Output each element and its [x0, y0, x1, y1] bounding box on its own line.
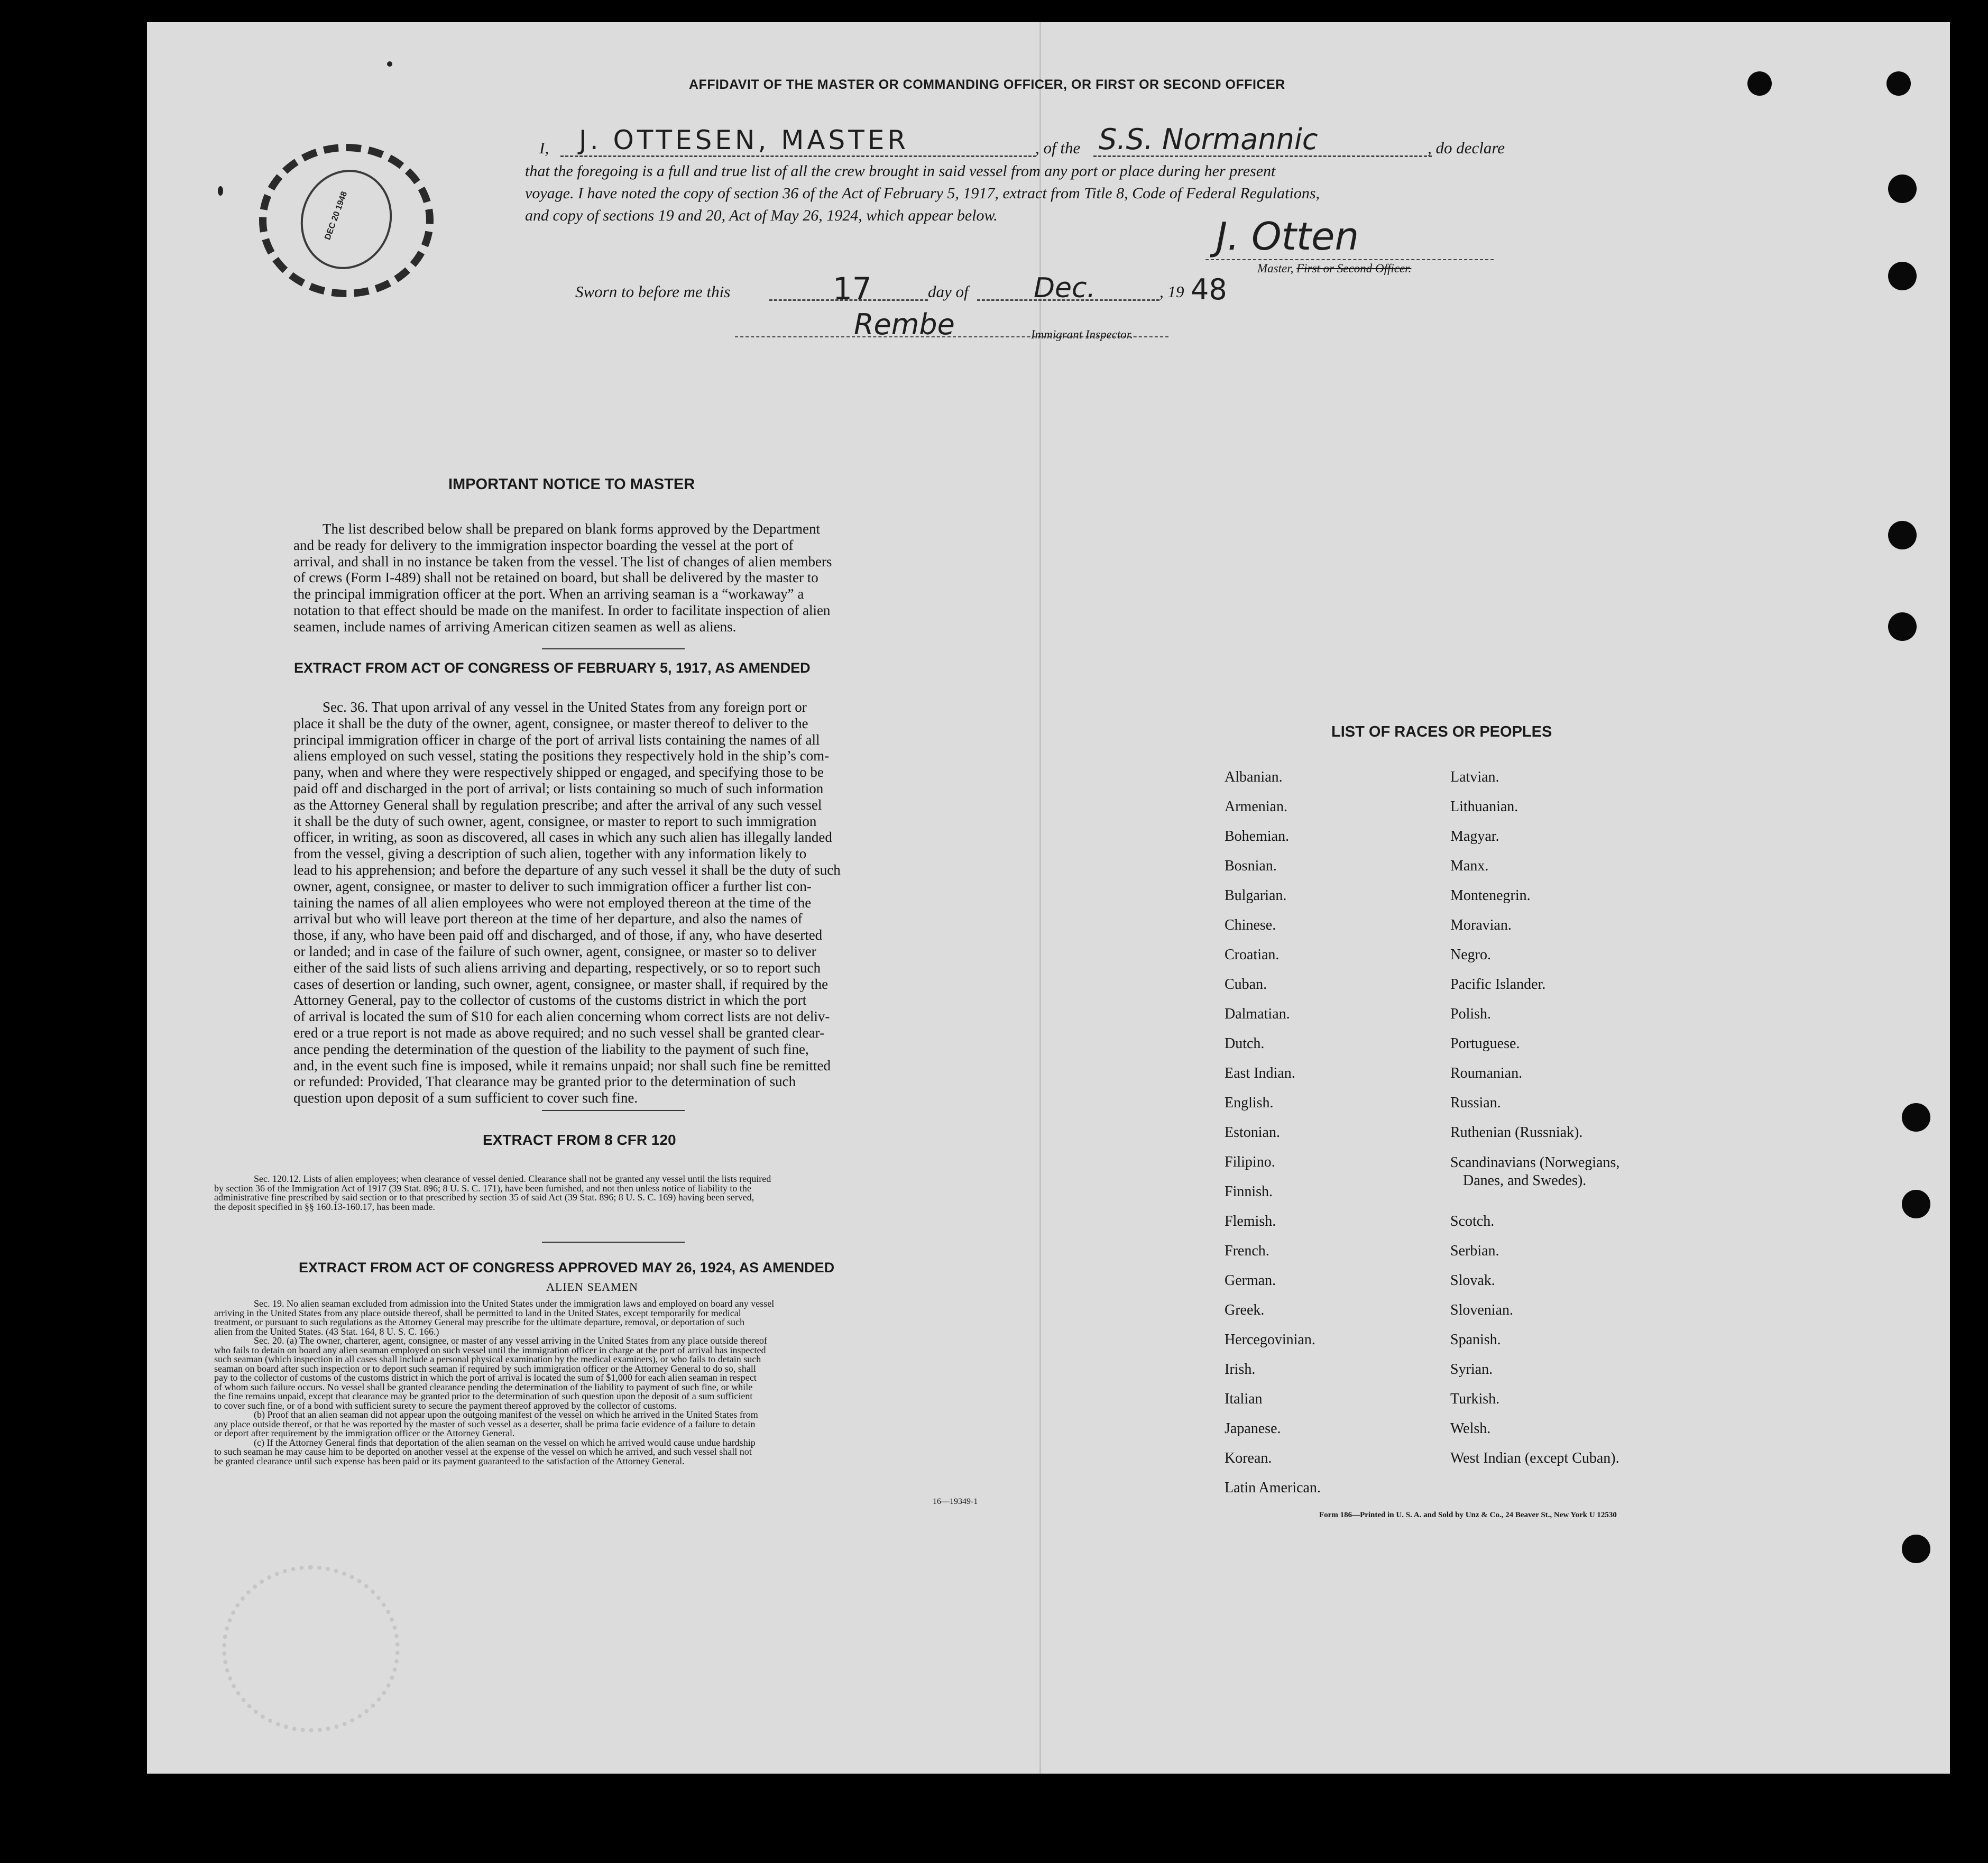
binder-hole: [1902, 1103, 1930, 1132]
extract-1917-line: question upon deposit of a sum sufficient to cover such fine.: [293, 1090, 638, 1106]
affidavit-i-label: I,: [539, 139, 549, 157]
binder-hole: [1747, 71, 1772, 96]
master-caption-lead: Master,: [1257, 262, 1294, 275]
extract-1924-line: or deport after requirement by the immigration officer or the Attorney General.: [214, 1428, 515, 1438]
race-item: Scotch.: [1450, 1213, 1495, 1229]
race-item: Turkish.: [1450, 1391, 1500, 1407]
faint-stamp-impression: [222, 1565, 400, 1732]
extract-1924-line: to cover such fine, or of a bond with sufficient surety to secure the payment thereof approved by the collector of customs.: [214, 1400, 677, 1411]
extract-1917-line: arrival but who will leave port thereon at the time of her departure, and also the names of: [293, 911, 803, 927]
day-of-label: day of: [928, 282, 969, 301]
sworn-prefix: Sworn to before me this: [575, 282, 731, 301]
extract-1924-line: such seaman (which inspection in all cases shall include a personal physical examination by the medical examiners), or who fails to detain such: [214, 1354, 761, 1364]
notice-line: seamen, include names of arriving American citizen seamen as well as aliens.: [293, 618, 737, 635]
race-item: German.: [1225, 1272, 1276, 1289]
extract-1924-line: Sec. 20. (a) The owner, charterer, agent, consignee, or master of any vessel arriving in the United States from any place outside thereof: [254, 1335, 767, 1346]
race-item: Danes, and Swedes).: [1463, 1172, 1587, 1189]
races-title: LIST OF RACES OR PEOPLES: [1331, 723, 1552, 740]
extract-1917-line: pany, when and where they were respectively shipped or engaged, and specifying those to be: [293, 764, 824, 781]
notice-line: the principal immigration officer at the port. When an arriving seaman is a “workaway” a: [293, 586, 804, 602]
master-signature: J. Otten: [1216, 214, 1359, 259]
race-item: Ruthenian (Russniak).: [1450, 1124, 1583, 1141]
race-item: Dutch.: [1225, 1035, 1265, 1052]
extract-cfr-body: [214, 1174, 981, 1212]
race-item: Welsh.: [1450, 1420, 1491, 1437]
extract-1924-line: arriving in the United States from any place outside thereof, shall be permitted to land in the United States, except temporarily for medical: [214, 1307, 741, 1318]
race-item: Latin American.: [1225, 1480, 1321, 1496]
extract-1917-body: [293, 699, 896, 1106]
extract-1924-line: treatment, or pursuant to such regulations as the Attorney General may prescribe for the ultimate departure, removal, or deportation of such: [214, 1317, 745, 1327]
races-left-column: [1225, 763, 1321, 1503]
sworn-day-handwriting: 17: [833, 271, 872, 307]
extract-1924-line: (b) Proof that an alien seaman did not appear upon the outgoing manifest of the vessel on which he arrived in the United States from: [254, 1409, 758, 1420]
extract-1917-line: paid off and discharged in the port of arrival; or lists containing so much of such information: [293, 780, 824, 796]
extract-1924-line: Sec. 19. No alien seaman excluded from admission into the United States under the immigration laws and employed on board any vessel: [254, 1298, 775, 1309]
extract-1924-line: be granted clearance until such expense has been paid or its payment guaranteed to the satisfaction of the Attorney General.: [214, 1455, 685, 1466]
extract-1917-line: or landed; and in case of the failure of such owner, agent, consignee, or master so to deliver: [293, 943, 816, 959]
master-name-line: [560, 155, 1036, 157]
race-item: English.: [1225, 1095, 1274, 1111]
extract-1917-line: place it shall be the duty of the owner, agent, consignee, or master thereof to deliver to the: [293, 715, 808, 731]
race-item: Polish.: [1450, 1006, 1492, 1022]
extract-cfr-line: administrative fine prescribed by said section or to that prescribed by section 35 of said Act (39 Stat. 896; 8 U. S. C. 169) having been served,: [214, 1192, 754, 1203]
race-item: Roumanian.: [1450, 1065, 1523, 1081]
affidavit-line-4: and copy of sections 19 and 20, Act of May 26, 1924, which appear below.: [525, 207, 998, 224]
race-item: East Indian.: [1225, 1065, 1295, 1081]
race-item: West Indian (except Cuban).: [1450, 1450, 1619, 1466]
race-item: Hercegovinian.: [1225, 1332, 1315, 1348]
extract-cfr-line: the deposit specified in §§ 160.13-160.17, has been made.: [214, 1201, 435, 1212]
extract-1924-line: any place outside thereof, or that he was reported by the master of such vessel as a deserter, shall be prima facie evidence of a failure to detain: [214, 1418, 756, 1429]
year-prefix: , 19: [1159, 282, 1184, 301]
extract-1917-line: aliens employed on such vessel, stating the positions they respectively hold in the ship’s com-: [293, 748, 830, 764]
ink-speck: [387, 61, 392, 67]
notice-line: arrival, and shall in no instance be taken from the vessel. The list of changes of alien members: [293, 553, 832, 570]
affidavit-line-3: voyage. I have noted the copy of section 36 of the Act of February 5, 1917, extract from Title 8, Code of Federal Regulations,: [525, 185, 1320, 202]
extract-1917-line: from the vessel, giving a description of such alien, together with any information likely to: [293, 846, 807, 862]
extract-cfr-line: Sec. 120.12. Lists of alien employees; when clearance of vessel denied. Clearance shall not be granted any vessel until the lists required: [254, 1173, 771, 1184]
binder-hole: [1902, 1535, 1930, 1563]
race-item: Albanian.: [1225, 769, 1283, 785]
extract-1924-line: to such seaman he may cause him to be deported on another vessel at the expense of the vessel on which he arrived, and such vessel shall not: [214, 1446, 752, 1457]
extract-1917-line: it shall be the duty of such owner, agent, consignee, or master to report to such immigration: [293, 813, 817, 829]
binder-hole: [1888, 175, 1917, 203]
inspector-signature: Rembe: [854, 308, 955, 341]
extract-1917-line: and, in the event such fine is imposed, while it remains unpaid; nor shall such fine be remitted: [293, 1057, 831, 1073]
section-divider: [542, 648, 685, 649]
race-item: Montenegrin.: [1450, 887, 1531, 904]
race-item: Lithuanian.: [1450, 799, 1518, 815]
extract-1917-line: ance pending the determination of the question of the liability to the payment of such fine,: [293, 1041, 809, 1057]
notice-line: of crews (Form I-489) shall not be retained on board, but shall be delivered by the master to: [293, 570, 818, 586]
extract-1917-line: ered or a true report is not made as above required; and no such vessel shall be granted clear-: [293, 1024, 825, 1041]
race-item: Negro.: [1450, 947, 1491, 963]
extract-1917-line: those, if any, who have been paid off and discharged, and of those, if any, who have deserted: [293, 927, 823, 943]
extract-1917-line: Attorney General, pay to the collector of customs of the customs district in which the port: [293, 992, 807, 1008]
race-item: Italian: [1225, 1391, 1263, 1407]
race-item: Spanish.: [1450, 1332, 1501, 1348]
section-divider: [542, 1110, 685, 1111]
race-item: Croatian.: [1225, 947, 1280, 963]
binder-hole: [1902, 1190, 1930, 1218]
extract-1917-line: as the Attorney General shall by regulation prescribe; and after the arrival of any such vessel: [293, 796, 822, 813]
extract-1924-line: of whom such failure occurs. No vessel shall be granted clearance pending the determination of the liability to payment of such fine, or while: [214, 1381, 753, 1392]
extract-1917-line: owner, agent, consignee, or master to deliver to such immigration officer a further list con-: [293, 878, 812, 894]
binder-hole: [1888, 612, 1917, 641]
race-item: Bosnian.: [1225, 858, 1277, 874]
extract-1917-line: of arrival is located the sum of $10 for each alien concerning whom correct lists are not deliv-: [293, 1008, 830, 1025]
race-item: Flemish.: [1225, 1213, 1276, 1229]
affidavit-line-2: that the foregoing is a full and true list of all the crew brought in said vessel from any port or place during her present: [525, 162, 1276, 180]
binder-hole: [1886, 71, 1911, 96]
master-name-handwriting: J. OTTESEN, MASTER: [579, 125, 909, 155]
extract-1924-body: [214, 1299, 981, 1466]
race-item: Estonian.: [1225, 1124, 1280, 1141]
extract-1917-line: officer, in writing, as soon as discovered, all cases in which any such alien has illegally landed: [293, 829, 832, 846]
ink-speck: [218, 186, 223, 196]
extract-1924-line: pay to the collector of customs of the customs district in which the port of arrival is located the sum of $1,000 for each alien seaman in respect: [214, 1372, 757, 1383]
affidavit-title: AFFIDAVIT OF THE MASTER OR COMMANDING OFFICER, OR FIRST OR SECOND OFFICER: [689, 77, 1285, 92]
race-item: Portuguese.: [1450, 1035, 1520, 1052]
binder-hole: [1888, 262, 1917, 290]
affidavit-line-1: [539, 139, 549, 158]
race-item: Serbian.: [1450, 1243, 1499, 1259]
race-item: Syrian.: [1450, 1361, 1493, 1378]
race-item: Filipino.: [1225, 1154, 1275, 1170]
race-item: Korean.: [1225, 1450, 1272, 1466]
race-item: Pacific Islander.: [1450, 976, 1546, 993]
race-item: French.: [1225, 1243, 1269, 1259]
race-item: Greek.: [1225, 1302, 1265, 1318]
sworn-year-handwriting: 48: [1191, 273, 1227, 306]
sworn-month-handwriting: Dec.: [1034, 272, 1096, 304]
notice-title: IMPORTANT NOTICE TO MASTER: [448, 476, 695, 493]
race-item: Armenian.: [1225, 799, 1287, 815]
extract-1917-line: Sec. 36. That upon arrival of any vessel in the United States from any foreign port or: [323, 699, 807, 715]
extract-1924-line: (c) If the Attorney General finds that deportation of the alien seaman on the vessel on which he arrived would cause undue hardship: [254, 1437, 756, 1448]
inspector-caption: Immigrant Inspector.: [1031, 328, 1133, 341]
races-right-column: [1450, 763, 1619, 1473]
race-item: Magyar.: [1450, 828, 1499, 845]
binder-hole: [1888, 521, 1917, 549]
extract-1917-line: principal immigration officer in charge of the port of arrival lists containing the names of all: [293, 731, 820, 748]
extract-1924-subtitle: ALIEN SEAMEN: [546, 1280, 638, 1293]
race-item: Cuban.: [1225, 976, 1267, 993]
notice-line: notation to that effect should be made on the manifest. In order to facilitate inspection of alien: [293, 602, 831, 618]
extract-cfr-line: by section 36 of the Immigration Act of 1917 (39 Stat. 896; 8 U. S. C. 171), have been furnished, and not then unless notice of liability to the: [214, 1182, 751, 1194]
race-item: Scandinavians (Norwegians,: [1450, 1154, 1620, 1171]
extract-1924-line: seaman on board after such inspection or to deport such seaman if required by such immigration officer or the Attorney General to do so, shall: [214, 1363, 756, 1374]
extract-1917-line: lead to his apprehension; and before the departure of any such vessel it shall be the duty of such: [293, 861, 841, 878]
form-number: 16—19349-1: [933, 1497, 978, 1506]
race-item: Chinese.: [1225, 917, 1276, 933]
race-item: Slovak.: [1450, 1272, 1495, 1289]
extract-1917-line: or refunded: Provided, That clearance may be granted prior to the determination of such: [293, 1073, 796, 1090]
extract-1917-line: cases of desertion or landing, such owner, agent, consignee, or master shall, if required by the: [293, 976, 829, 992]
vessel-name-handwriting: S.S. Normannic: [1099, 123, 1318, 156]
race-item: Finnish.: [1225, 1183, 1273, 1200]
race-item: Dalmatian.: [1225, 1006, 1290, 1022]
notice-line: The list described below shall be prepared on blank forms approved by the Department: [323, 521, 820, 537]
race-item: Slovenian.: [1450, 1302, 1513, 1318]
stamp-date-text: DEC 20 1948: [287, 157, 406, 282]
master-caption: [1257, 262, 1411, 276]
notice-line: and be ready for delivery to the immigration inspector boarding the vessel at the port of: [293, 537, 794, 553]
extract-1924-line: who fails to detain on board any alien seaman employed on such vessel until the immigration officer in charge at the port of arrival has inspected: [214, 1344, 766, 1355]
section-divider: [542, 1242, 685, 1243]
extract-1917-title: EXTRACT FROM ACT OF CONGRESS OF FEBRUARY 5, 1917, AS AMENDED: [294, 660, 811, 676]
master-signature-line: [1205, 259, 1494, 260]
printer-line: Form 186—Printed in U. S. A. and Sold by Unz & Co., 24 Beaver St., New York U 12530: [1319, 1511, 1617, 1519]
race-item: Moravian.: [1450, 917, 1512, 933]
notice-body: [293, 521, 896, 635]
extract-1917-line: either of the said lists of such aliens arriving and departing, respectively, or so to report such: [293, 959, 821, 976]
master-caption-struck: First or Second Officer.: [1296, 262, 1412, 275]
extract-1924-title: EXTRACT FROM ACT OF CONGRESS APPROVED MAY 26, 1924, AS AMENDED: [299, 1260, 835, 1275]
race-item: Latvian.: [1450, 769, 1499, 785]
race-item: Bohemian.: [1225, 828, 1290, 845]
race-item: Bulgarian.: [1225, 887, 1287, 904]
extract-1924-line: alien from the United States. (43 Stat. 164, 8 U. S. C. 166.): [214, 1326, 439, 1337]
extract-1917-line: taining the names of all alien employees who were not employed thereon at the time of the: [293, 894, 812, 911]
race-item: Japanese.: [1225, 1420, 1281, 1437]
extract-cfr-title: EXTRACT FROM 8 CFR 120: [483, 1132, 676, 1148]
race-item: Manx.: [1450, 858, 1489, 874]
race-item: Irish.: [1225, 1361, 1256, 1378]
do-declare-label: , do declare: [1428, 139, 1505, 157]
race-item: Russian.: [1450, 1095, 1501, 1111]
of-the-label: , of the: [1035, 139, 1081, 157]
extract-1924-line: the fine remains unpaid, except that clearance may be granted prior to the determination of such question upon the deposit of a sum sufficient: [214, 1391, 753, 1401]
